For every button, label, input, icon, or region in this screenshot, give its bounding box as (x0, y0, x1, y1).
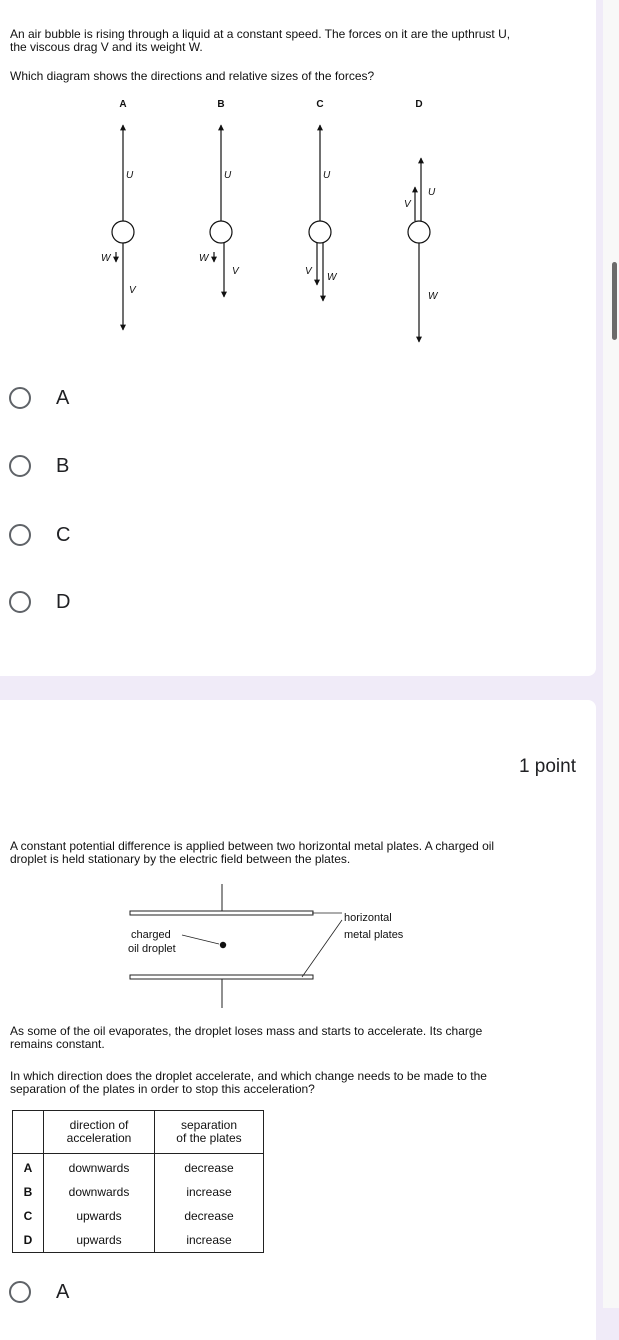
radio-button[interactable] (9, 591, 31, 613)
diagram-d (404, 158, 439, 342)
question-text-line: the viscous drag V and its weight W. (10, 40, 203, 54)
table-cell: B (13, 1180, 44, 1204)
bubble (309, 221, 331, 243)
plates-label-2: metal plates (344, 929, 404, 941)
option-label: C (56, 523, 71, 546)
points-label: 1 point (518, 756, 576, 777)
paragraph-line: remains constant. (10, 1037, 105, 1051)
answer-table (12, 1110, 264, 1253)
table-row (13, 1228, 264, 1253)
diagram-letter-a: A (119, 99, 127, 110)
option-label: B (56, 454, 70, 477)
table-cell: decrease (155, 1204, 264, 1228)
bubble (408, 221, 430, 243)
radio-button[interactable] (9, 1281, 31, 1303)
table-cell: decrease (155, 1154, 264, 1181)
paragraph-evaporation (10, 1025, 560, 1051)
bubble (210, 221, 232, 243)
diagram-letter-c: C (316, 99, 324, 110)
scrollbar-thumb[interactable] (612, 262, 617, 340)
option-label: A (56, 386, 70, 409)
label-v: V (232, 266, 239, 277)
droplet-label-2: oil droplet (128, 943, 176, 955)
table-cell: C (13, 1204, 44, 1228)
label-u: U (428, 187, 436, 198)
label-w: W (199, 253, 209, 264)
question-prompt: Which diagram shows the directions and relative sizes of the forces? (10, 69, 375, 83)
droplet-label-1: charged (131, 929, 171, 941)
plates-label-1: horizontal (344, 912, 392, 924)
table-header-row (13, 1111, 264, 1154)
header-text: separation (180, 1118, 238, 1132)
paragraph-line: As some of the oil evaporates, the droplet loses mass and starts to accelerate. Its charge (10, 1024, 483, 1038)
diagram-c (305, 125, 338, 301)
option-d[interactable] (9, 587, 70, 617)
table-cell: downwards (44, 1180, 155, 1204)
diagram-a (101, 125, 137, 330)
question-text-line: An air bubble is rising through a liquid at a constant speed. The forces on it are the upthrust U, (10, 27, 511, 41)
option-a[interactable] (9, 383, 69, 413)
table-cell: downwards (44, 1154, 155, 1181)
question-text (10, 840, 560, 866)
label-w: W (327, 272, 337, 283)
table-cell: increase (155, 1180, 264, 1204)
label-u: U (126, 170, 134, 181)
label-w: W (428, 291, 438, 302)
label-v: V (129, 285, 136, 296)
table-cell: upwards (44, 1228, 155, 1253)
table-header-cell (13, 1111, 44, 1154)
diagram-letter-b: B (217, 99, 225, 110)
table-cell: D (13, 1228, 44, 1253)
label-u: U (224, 170, 232, 181)
table-cell: increase (155, 1228, 264, 1253)
header-text: direction of (69, 1118, 129, 1132)
table-row (13, 1154, 264, 1181)
scrollbar-track[interactable] (603, 0, 619, 1308)
option-label: A (56, 1280, 70, 1303)
radio-button[interactable] (9, 455, 31, 477)
label-v: V (305, 266, 312, 277)
label-u: U (323, 170, 331, 181)
paragraph-line: separation of the plates in order to stop this acceleration? (10, 1082, 315, 1096)
question-text-line: A constant potential difference is applied between two horizontal metal plates. A charged oil (10, 839, 495, 853)
paragraph-line: In which direction does the droplet accelerate, and which change needs to be made to the (10, 1069, 487, 1083)
paragraph-question (10, 1070, 560, 1096)
option-c[interactable] (9, 520, 70, 550)
label-v: V (404, 199, 411, 210)
table-row (13, 1204, 264, 1228)
label-w: W (101, 253, 111, 264)
diagram-b (199, 125, 240, 297)
radio-button[interactable] (9, 387, 31, 409)
force-diagrams-figure (0, 0, 596, 360)
table-header-cell (155, 1111, 264, 1154)
question-card-1 (0, 0, 596, 676)
radio-button[interactable] (9, 524, 31, 546)
option-a[interactable] (9, 1277, 69, 1307)
table-cell: upwards (44, 1204, 155, 1228)
question-text-line: droplet is held stationary by the electric field between the plates. (10, 852, 351, 866)
option-label: D (56, 590, 71, 613)
bubble (112, 221, 134, 243)
header-text: of the plates (176, 1131, 242, 1145)
option-b[interactable] (9, 451, 69, 481)
table-cell: A (13, 1154, 44, 1181)
table-header-cell (44, 1111, 155, 1154)
table-row (13, 1180, 264, 1204)
header-text: acceleration (66, 1131, 132, 1145)
diagram-letter-d: D (415, 99, 423, 110)
